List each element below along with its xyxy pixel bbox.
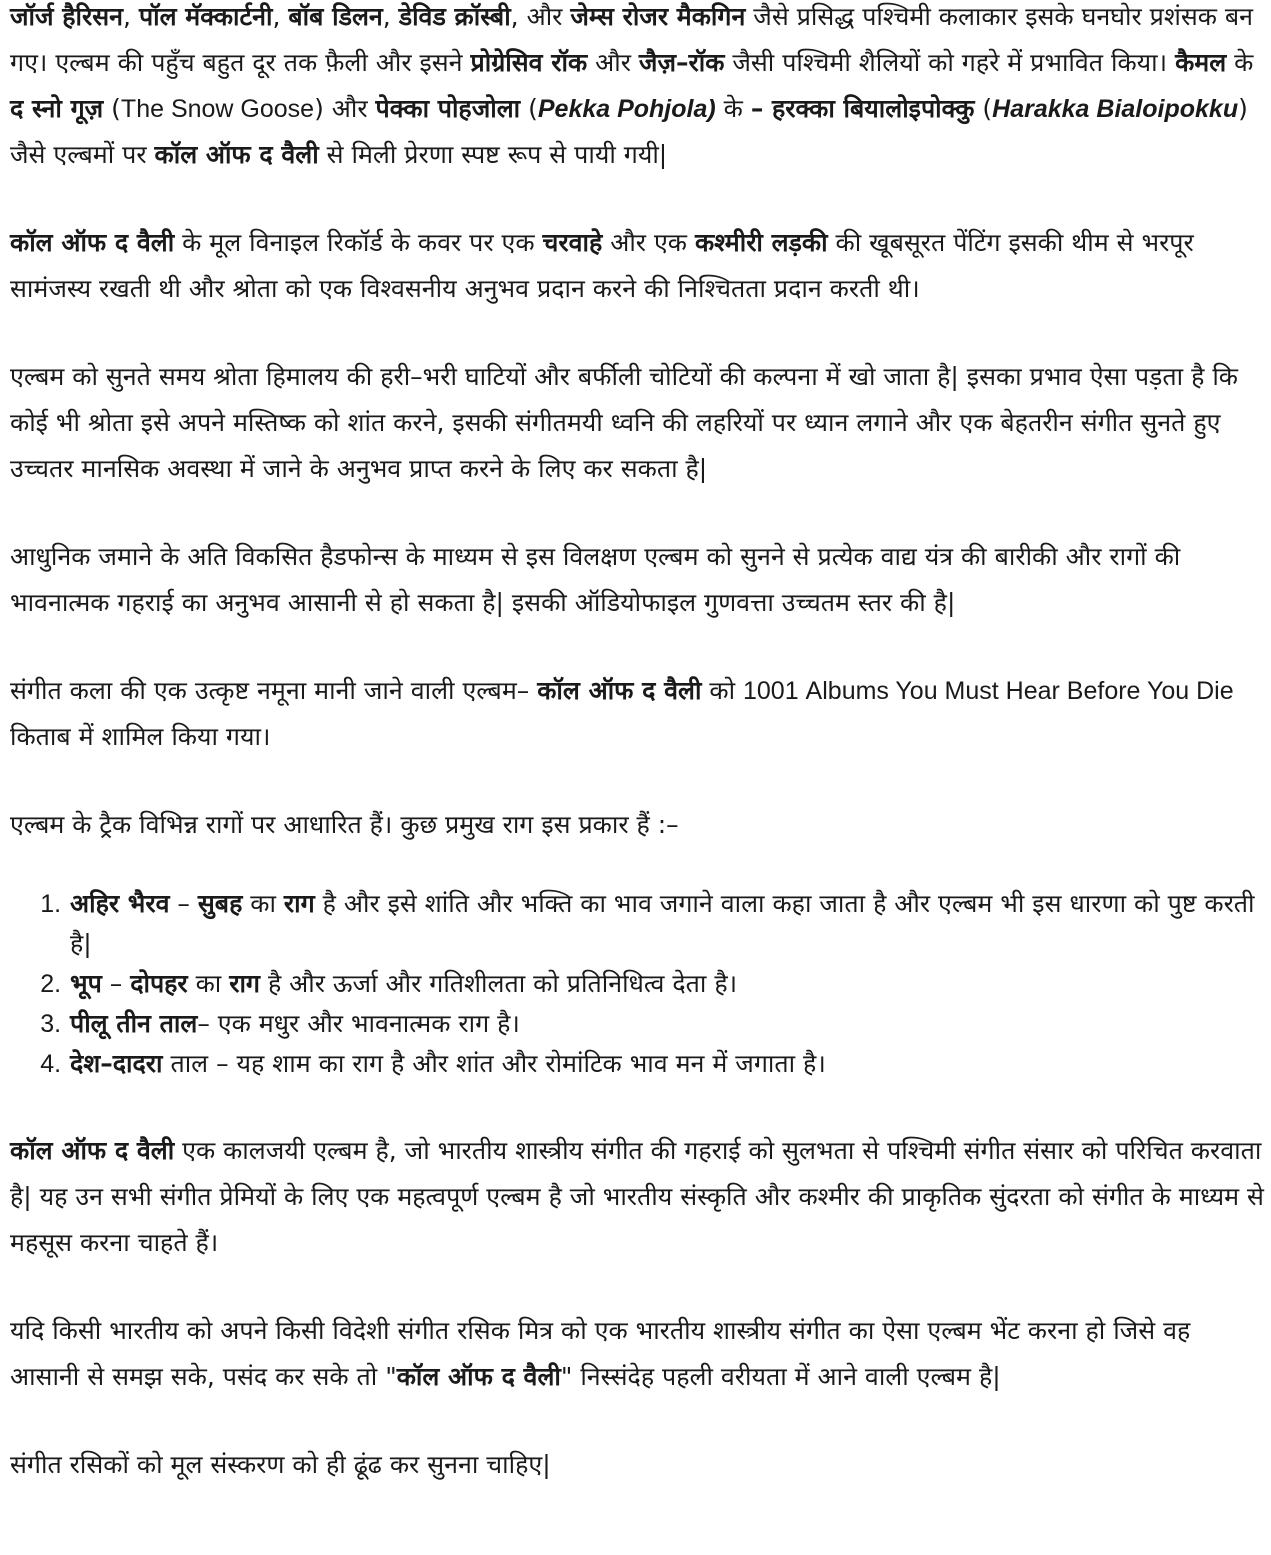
raga-name: देश–दादरा (70, 1049, 163, 1078)
album-name-english: Harakka Bialoipokku (992, 95, 1239, 123)
paragraph-timeless-album: कॉल ऑफ द वैली एक कालजयी एल्बम है, जो भारतीय शास्त्रीय संगीत की गहराई को सुलभता से पश्चिमी संगीत संसार को परिचित करवाता है| यह उन सभी संगीत प्रेमियों के लिए एक महत्वपूर्ण एल्बम है जो भारतीय संस्कृति और कश्मीर की प्राकृतिक सुंदरता को संगीत के माध्यम से महसूस करना चाहते हैं। (10, 1136, 1264, 1257)
cover-subject: कश्मीरी लड़की (694, 228, 828, 257)
genre-name: प्रोग्रेसिव रॉक (470, 48, 588, 77)
artist-name: पॉल मॅक्कार्टनी (138, 2, 273, 31)
genre-name: जैज़–रॉक (638, 48, 725, 77)
raga-time: सुबह (197, 889, 243, 918)
paragraph-audiophile-quality: आधुनिक जमाने के अति विकसित हैडफोन्स के माध्यम से इस विलक्षण एल्बम को सुनने से प्रत्येक वाद्य यंत्र की बारीकी और रागों की भावनात्मक गहराई का अनुभव आसानी से हो सकता है| इसकी ऑडियोफाइल गुणवत्ता उच्चतम स्तर की है| (10, 542, 1181, 617)
artist-name: पेक्का पोहजोला (375, 94, 521, 123)
book-title: 1001 Albums You Must Hear Before You Die (743, 677, 1234, 705)
list-item: 4. देश–दादरा ताल – यह शाम का राग है और शांत और रोमांटिक भाव मन में जगाता है। (68, 1044, 1267, 1084)
raga-name: भूप (70, 969, 102, 998)
album-name: द स्नो गूज़ (10, 94, 104, 123)
paragraph-listening-experience: एल्बम को सुनते समय श्रोता हिमालय की हरी–भरी घाटियों और बर्फीली चोटियों की कल्पना में खो जाता है| इसका प्रभाव ऐसा पड़ता है कि कोई भी श्रोता इसे अपने मस्तिष्क को शांत करने, इसकी संगीतमयी ध्वनि की लहरियों पर ध्यान लगाने और एक बेहतरीन संगीत सुनते हुए उच्चतर मानसिक अवस्था में जाने के अनुभव प्राप्त करने के लिए कर सकता है| (10, 362, 1239, 483)
cover-subject: चरवाहे (542, 228, 603, 257)
paragraph-1001-albums: संगीत कला की एक उत्कृष्ट नमूना मानी जाने वाली एल्बम– कॉल ऑफ द वैली को 1001 Albums You Must Hear Before You Die किताब में शामिल किया गया। (10, 676, 1234, 751)
artist-name: डेविड क्रॉस्बी (398, 2, 511, 31)
album-title: कॉल ऑफ द वैली (10, 228, 175, 257)
raga-word: राग (229, 969, 260, 998)
list-item: 3. पीलू तीन ताल– एक मधुर और भावनात्मक राग है। (68, 1004, 1267, 1044)
paragraph-western-influence: जॉर्ज हैरिसन, पॉल मॅक्कार्टनी, बॉब डिलन, डेविड क्रॉस्बी, और जेम्स रोजर मैकगिन जैसे प्रसिद्ध पश्चिमी कलाकार इसके घनघोर प्रशंसक बन गए। एल्बम की पहुँच बहुत दूर तक फ़ैली और इसने प्रोग्रेसिव रॉक और जैज़–रॉक जैसी पश्चिमी शैलियों को गहरे में प्रभावित किया। कैमल के द स्नो गूज़ (The Snow Goose) और पेक्का पोहजोला (Pekka Pohjola) के – हरक्का बियालोइपोक्कु (Harakka Bialoipokku) जैसे एल्बमों पर कॉल ऑफ द वैली से मिली प्रेरणा स्पष्ट रूप से पायी गयी| (10, 2, 1254, 169)
album-name-english: The Snow Goose (120, 95, 315, 123)
raga-list (10, 884, 1267, 1084)
raga-word: राग (283, 889, 315, 918)
paragraph-cover-art: कॉल ऑफ द वैली के मूल विनाइल रिकॉर्ड के कवर पर एक चरवाहे और एक कश्मीरी लड़की की खूबसूरत पेंटिंग इसकी थीम से भरपूर सामंजस्य रखती थी और श्रोता को एक विश्वसनीय अनुभव प्रदान करने की निश्चितता प्रदान करती थी। (10, 228, 1194, 303)
album-title: कॉल ऑफ द वैली (154, 140, 319, 169)
paragraph-ragas-intro: एल्बम के ट्रैक विभिन्न रागों पर आधारित हैं। कुछ प्रमुख राग इस प्रकार हैं :– (10, 810, 679, 839)
artist-name: जेम्स रोजर मैकगिन (570, 2, 746, 31)
paragraph-original-edition: संगीत रसिकों को मूल संस्करण को ही ढूंढ कर सुनना चाहिए| (10, 1450, 551, 1479)
band-name: कैमल (1175, 48, 1227, 77)
list-item: 2. भूप – दोपहर का राग है और ऊर्जा और गतिशीलता को प्रतिनिधित्व देता है। (68, 964, 1267, 1004)
list-item: 1. अहिर भैरव – सुबह का राग है और इसे शांति और भक्ति का भाव जगाने वाला कहा जाता है और एल्बम भी इस धारणा को पुष्ट करती है| (68, 884, 1267, 964)
paragraph-gift-recommendation: यदि किसी भारतीय को अपने किसी विदेशी संगीत रसिक मित्र को एक भारतीय शास्त्रीय संगीत का ऐसा एल्बम भेंट करना हो जिसे वह आसानी से समझ सके, पसंद कर सके तो "कॉल ऑफ द वैली" निस्संदेह पहली वरीयता में आने वाली एल्बम है| (10, 1316, 1191, 1391)
raga-time: दोपहर (130, 969, 188, 998)
artist-name: जॉर्ज हैरिसन (10, 2, 124, 31)
artist-name-english: Pekka Pohjola) (537, 95, 716, 123)
album-title: कॉल ऑफ द वैली (396, 1362, 561, 1391)
artist-name: बॉब डिलन (288, 2, 383, 31)
raga-name: अहिर भैरव (70, 889, 170, 918)
album-title: कॉल ऑफ द वैली (537, 676, 702, 705)
raga-name: पीलू तीन ताल (70, 1009, 198, 1038)
album-title: कॉल ऑफ द वैली (10, 1136, 175, 1165)
album-name: – हरक्का बियालोइपोक्कु (750, 94, 975, 123)
